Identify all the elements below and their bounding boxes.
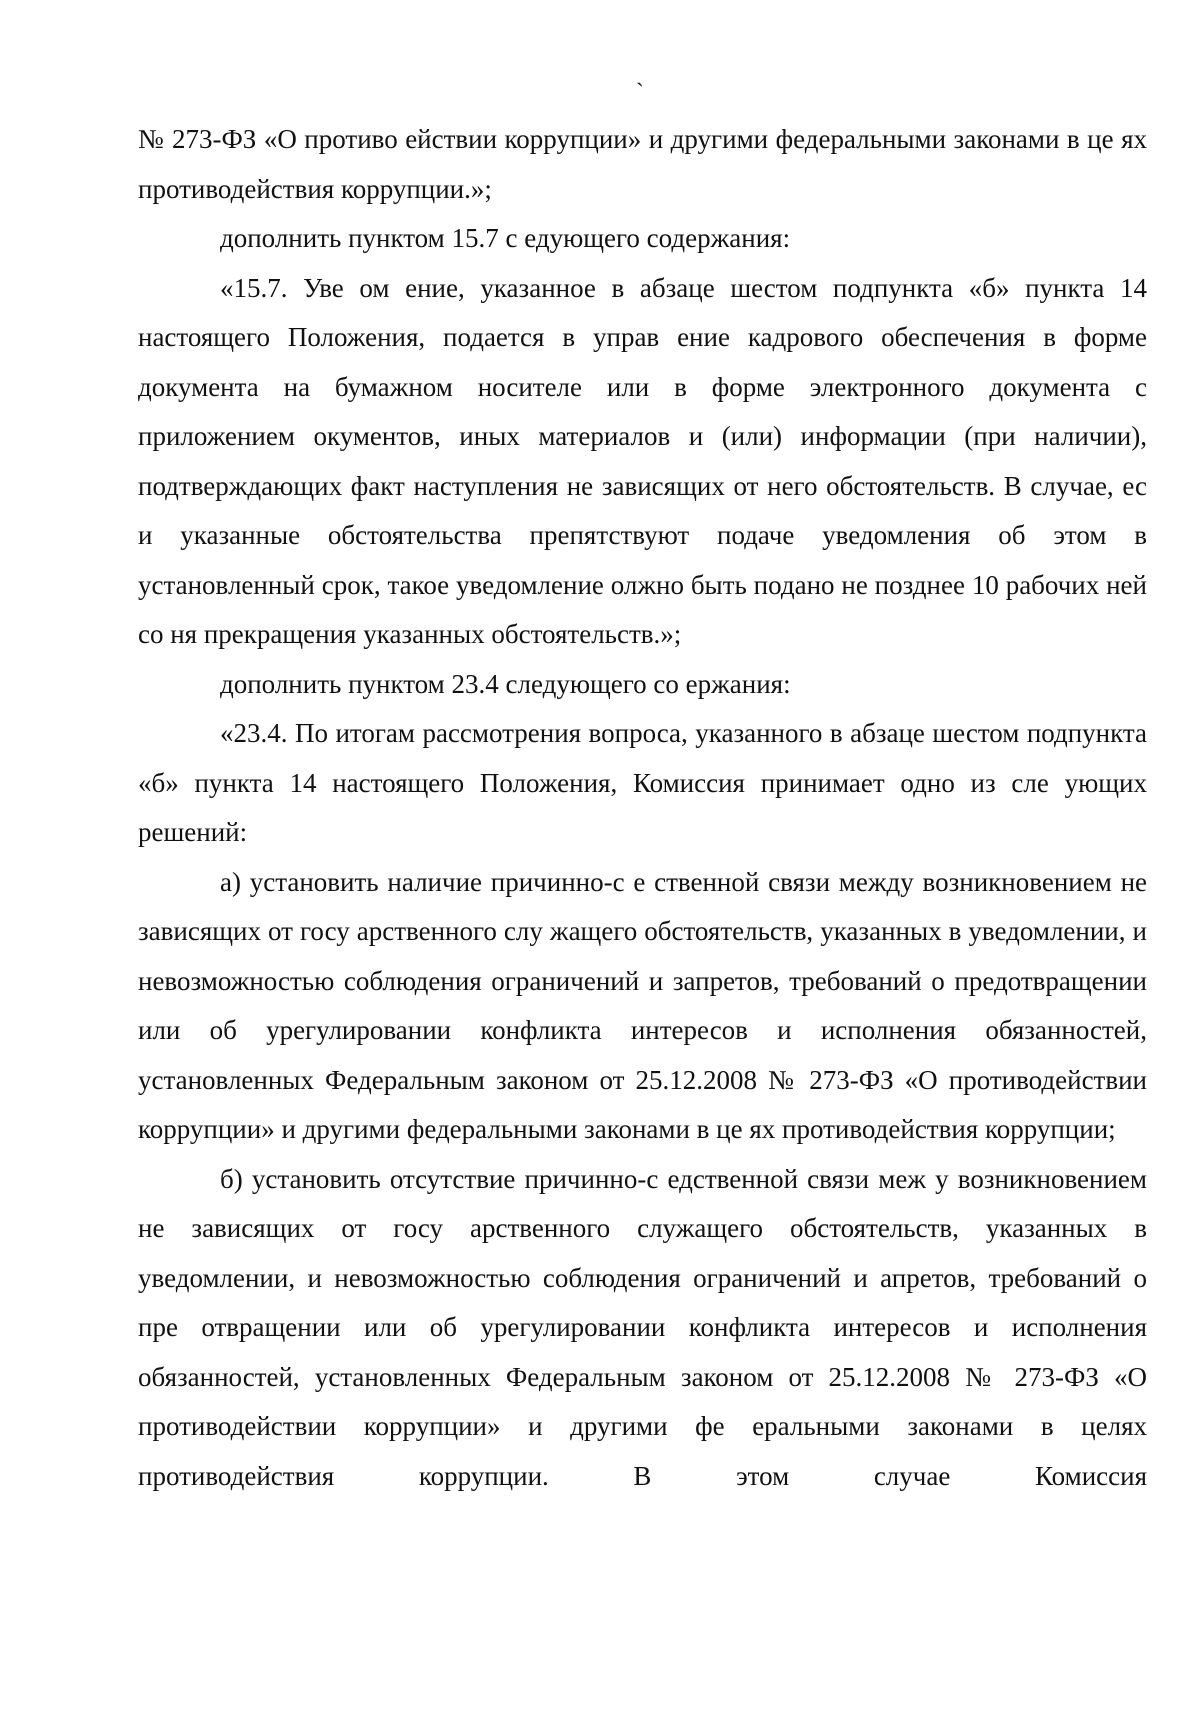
paragraph-item-15-7: «15.7. Уве ом ение, указанное в абзаце шестом подпункта «б» пункта 14 настоящего Положения, подается в управ ение кадрового обеспечения в форме документа на бумажном носителе или в форме электронного документа с приложением окументов, иных материалов и (или) информации (при наличии), подтверждающих факт наступления не зависящих от него обстоятельств. В случае, ес и указанные обстоятельства препятствуют подаче уведомления об этом в установленный срок, такое уведомление олжно быть подано не позднее 10 рабочих ней со ня прекращения указанных обстоятельств.»; [138, 272, 1147, 649]
paragraph-decision-b: б) установить отсутствие причинно-с едственной связи меж у возникновением не зависящих от госу арственного служащего обстоятельств, указанных в уведомлении, и невозможностью соблюдения ограничений и апретов, требований о пре отвращении или об урегулировании конфликта интересов и исполнения обязанностей, установленных Федеральным законом от 25.12.2008 № 273-ФЗ «О противодействии коррупции» и другими фе еральными законами в целях противодействия коррупции. В этом случае Комиссия [138, 1163, 1147, 1491]
paragraph-item-23-4: «23.4. По итогам рассмотрения вопроса, указанного в абзаце шестом подпункта «б» пункта 14 настоящего Положения, Комиссия принимает одно из сле ующих решений: [138, 718, 1147, 847]
document-body [138, 115, 1147, 1501]
paragraph-decision-a: а) установить наличие причинно-с е ственной связи между возникновением не зависящих от госу арственного слу жащего обстоятельств, указанных в уведомлении, и невозможностью соблюдения ограничений и запретов, требований о предотвращении или об урегулировании конфликта интересов и исполнения обязанностей, установленных Федеральным законом от 25.12.2008 № 273-ФЗ «О противодействии коррупции» и другими федеральными законами в це ях противодействия коррупции; [138, 866, 1147, 1144]
scan-artifact-mark: ` [636, 80, 644, 106]
paragraph-continuation: № 273-ФЗ «О противо ействии коррупции» и другими федеральными законами в це ях противодействия коррупции.»; [138, 124, 1147, 204]
paragraph-add-item-23-4: дополнить пунктом 23.4 следующего со ержания: [220, 668, 791, 699]
paragraph-add-item-15-7: дополнить пунктом 15.7 с едующего содержания: [220, 223, 791, 253]
